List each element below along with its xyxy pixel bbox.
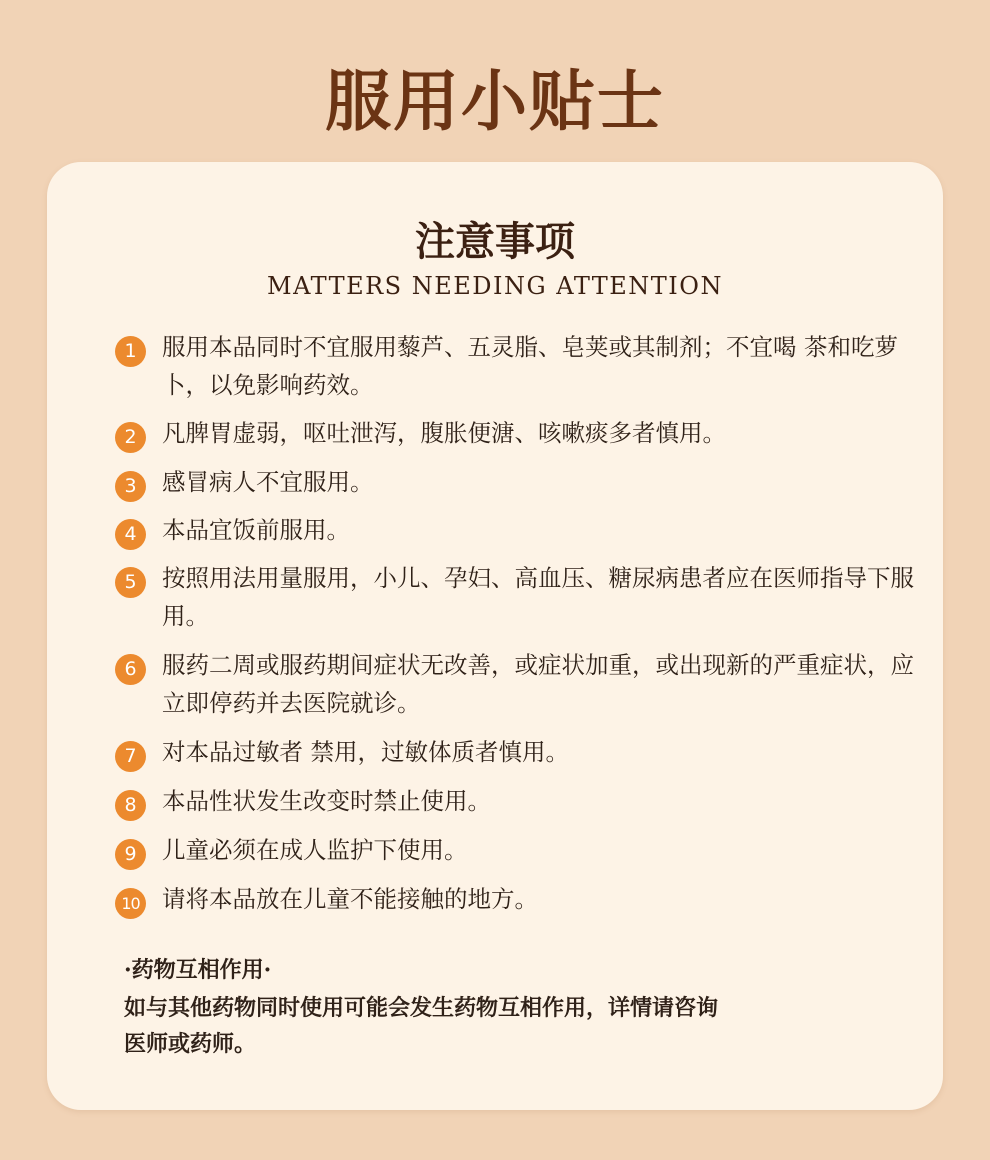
number-badge: 6 <box>115 654 146 685</box>
drug-interaction-note <box>124 950 884 1062</box>
card-heading: 注意事项 <box>415 218 575 265</box>
list-item-text: 服用本品同时不宜服用藜芦、五灵脂、皂荚或其制剂；不宜喝 茶和吃萝卜，以免影响药效。 <box>162 333 898 399</box>
list-item-text: 对本品过敏者 禁用，过敏体质者慎用。 <box>162 738 569 766</box>
list-item-text: 儿童必须在成人监护下使用。 <box>162 836 468 864</box>
list-item-text: 凡脾胃虚弱，呕吐泄泻，腹胀便溏、咳嗽痰多者慎用。 <box>162 419 726 447</box>
note-body: 如与其他药物同时使用可能会发生药物互相作用，详情请咨询医师或药师。 <box>124 995 719 1057</box>
card-subheading: MATTERS NEEDING ATTENTION <box>267 272 723 300</box>
number-badge: 5 <box>115 567 146 598</box>
number-badge: 8 <box>115 790 146 821</box>
page-title: 服用小贴士 <box>325 62 665 140</box>
number-badge: 1 <box>115 336 146 367</box>
number-badge: 3 <box>115 471 146 502</box>
list-item-text: 本品宜饭前服用。 <box>162 516 350 544</box>
list-item-text: 请将本品放在儿童不能接触的地方。 <box>162 885 538 913</box>
list-item-text: 感冒病人不宜服用。 <box>162 468 374 496</box>
number-badge: 2 <box>115 422 146 453</box>
number-badge: 7 <box>115 741 146 772</box>
list-item-text: 按照用法用量服用，小儿、孕妇、高血压、糖尿病患者应在医师指导下服用。 <box>162 564 914 630</box>
list-item-text: 服药二周或服药期间症状无改善，或症状加重，或出现新的严重症状，应立即停药并去医院就诊。 <box>162 651 914 717</box>
note-title: ·药物互相作用· <box>124 957 272 983</box>
attention-card <box>47 162 943 1110</box>
number-badge: 4 <box>115 519 146 550</box>
number-badge: 10 <box>115 888 146 919</box>
list-item-text: 本品性状发生改变时禁止使用。 <box>162 787 491 815</box>
number-badge: 9 <box>115 839 146 870</box>
